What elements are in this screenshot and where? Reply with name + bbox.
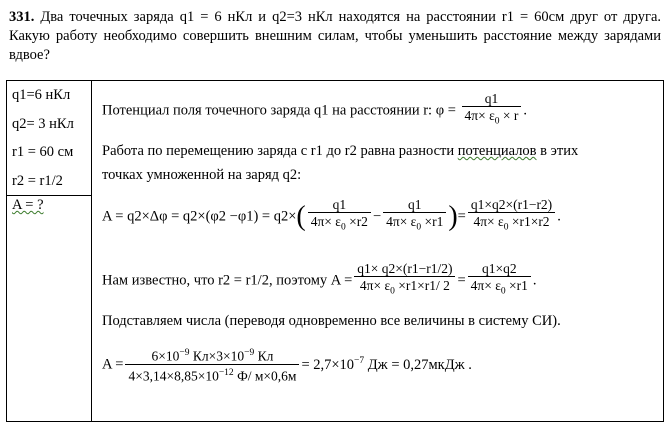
close-paren: ) [448, 200, 458, 232]
given-cell [7, 81, 92, 422]
numerator: q1× q2×(r1−r1/2) [354, 261, 455, 277]
equals-sign: = [457, 208, 466, 225]
problem-statement [9, 8, 661, 65]
formula-1 [102, 197, 561, 237]
find-value: A = ? [12, 197, 44, 213]
numerator: q1 [383, 197, 446, 213]
formula-3-result: = $2,7\times 10^{-7}$ Дж = 0,27мкДж . [301, 356, 472, 373]
substitution-line: Подставляем числа (переводя одновременно все величины в систему СИ). [102, 313, 561, 329]
period: . [557, 208, 561, 225]
formula-3-lhs: A = [102, 356, 124, 373]
potential-lhs: φ = [435, 102, 456, 119]
work-paragraph [102, 139, 642, 187]
formula-1-frac-1 [308, 197, 371, 237]
problem-text: Два точечных заряда q1 = 6 нКл и q2=3 нКл находятся на расстоянии r1 = 60см друг от друга. Какую работу необходимо совершить внешним силам, чтобы уменьшить расстояние между зарядами вдвое? [9, 9, 661, 63]
work-text-a: Работа по перемещению заряда с r1 до r2 равна разности [102, 143, 458, 159]
given-q1: q1=6 нКл [12, 87, 71, 103]
solution-table [6, 80, 664, 422]
open-paren: ( [296, 200, 306, 232]
minus-sign: − [372, 208, 382, 225]
numerator: q1×q2 [468, 261, 531, 277]
numerator: $6\times 10^{-9}$ $Кл\times 3\times 10^{-9}$ Кл [125, 346, 299, 365]
work-text-line2: точках умноженной на заряд q2: [102, 167, 302, 183]
problem-number: 331. [9, 9, 35, 25]
period: . [532, 272, 537, 289]
given-q2: q2= 3 нКл [12, 115, 74, 132]
given-r1: r1 = 60 см [12, 144, 74, 160]
formula-2-text: Нам известно, что r2 = r1/2, поэтому A = [102, 272, 353, 289]
formula-1-lhs: A = q2×Δφ = q2×(φ2 −φ1) = q2× [102, 208, 297, 225]
denominator: $4\pi\times \varepsilon_0 \times r1\times r2$ [473, 214, 550, 233]
find-line [7, 196, 91, 214]
formula-2-frac-1 [354, 261, 455, 301]
denominator: $4\pi\times \varepsilon_0 \times r1\times r1/$ 2 [359, 278, 450, 297]
fraction-numerator: q1 [462, 91, 522, 107]
formula-1-frac-2 [383, 197, 446, 237]
formula-2-frac-2 [468, 261, 531, 301]
given-r2: r2 = r1/2 [7, 167, 91, 197]
numerator: q1×q2×(r1−r2) [468, 197, 555, 213]
denominator: $4\pi\times \varepsilon_0 \times r2$ [310, 214, 368, 233]
formula-1-frac-3 [468, 197, 555, 237]
potential-fraction [462, 91, 522, 131]
work-text-b: в этих [536, 143, 579, 159]
formula-3-frac [125, 346, 299, 384]
period: . [523, 102, 527, 119]
equals-sign: = [457, 272, 466, 289]
denominator: $4\times 3,14\times 8,85\times 10^{-12}$ Ф/ м×0,6м [128, 367, 297, 383]
formula-2 [102, 261, 537, 301]
potential-text: Потенциал поля точечного заряда q1 на расстоянии r: [102, 102, 433, 119]
denominator: $4\pi\times \varepsilon_0 \times r1$ [386, 214, 444, 233]
numerator: q1 [308, 197, 371, 213]
fraction-denominator: $4\pi\times \varepsilon_0 \times r$ [464, 108, 519, 127]
denominator: $4\pi\times \varepsilon_0 \times r1$ [470, 278, 528, 297]
formula-3 [102, 346, 472, 384]
work-text-wavy: потенциалов [457, 143, 537, 159]
potential-line [102, 91, 527, 131]
solution-cell [92, 81, 664, 422]
